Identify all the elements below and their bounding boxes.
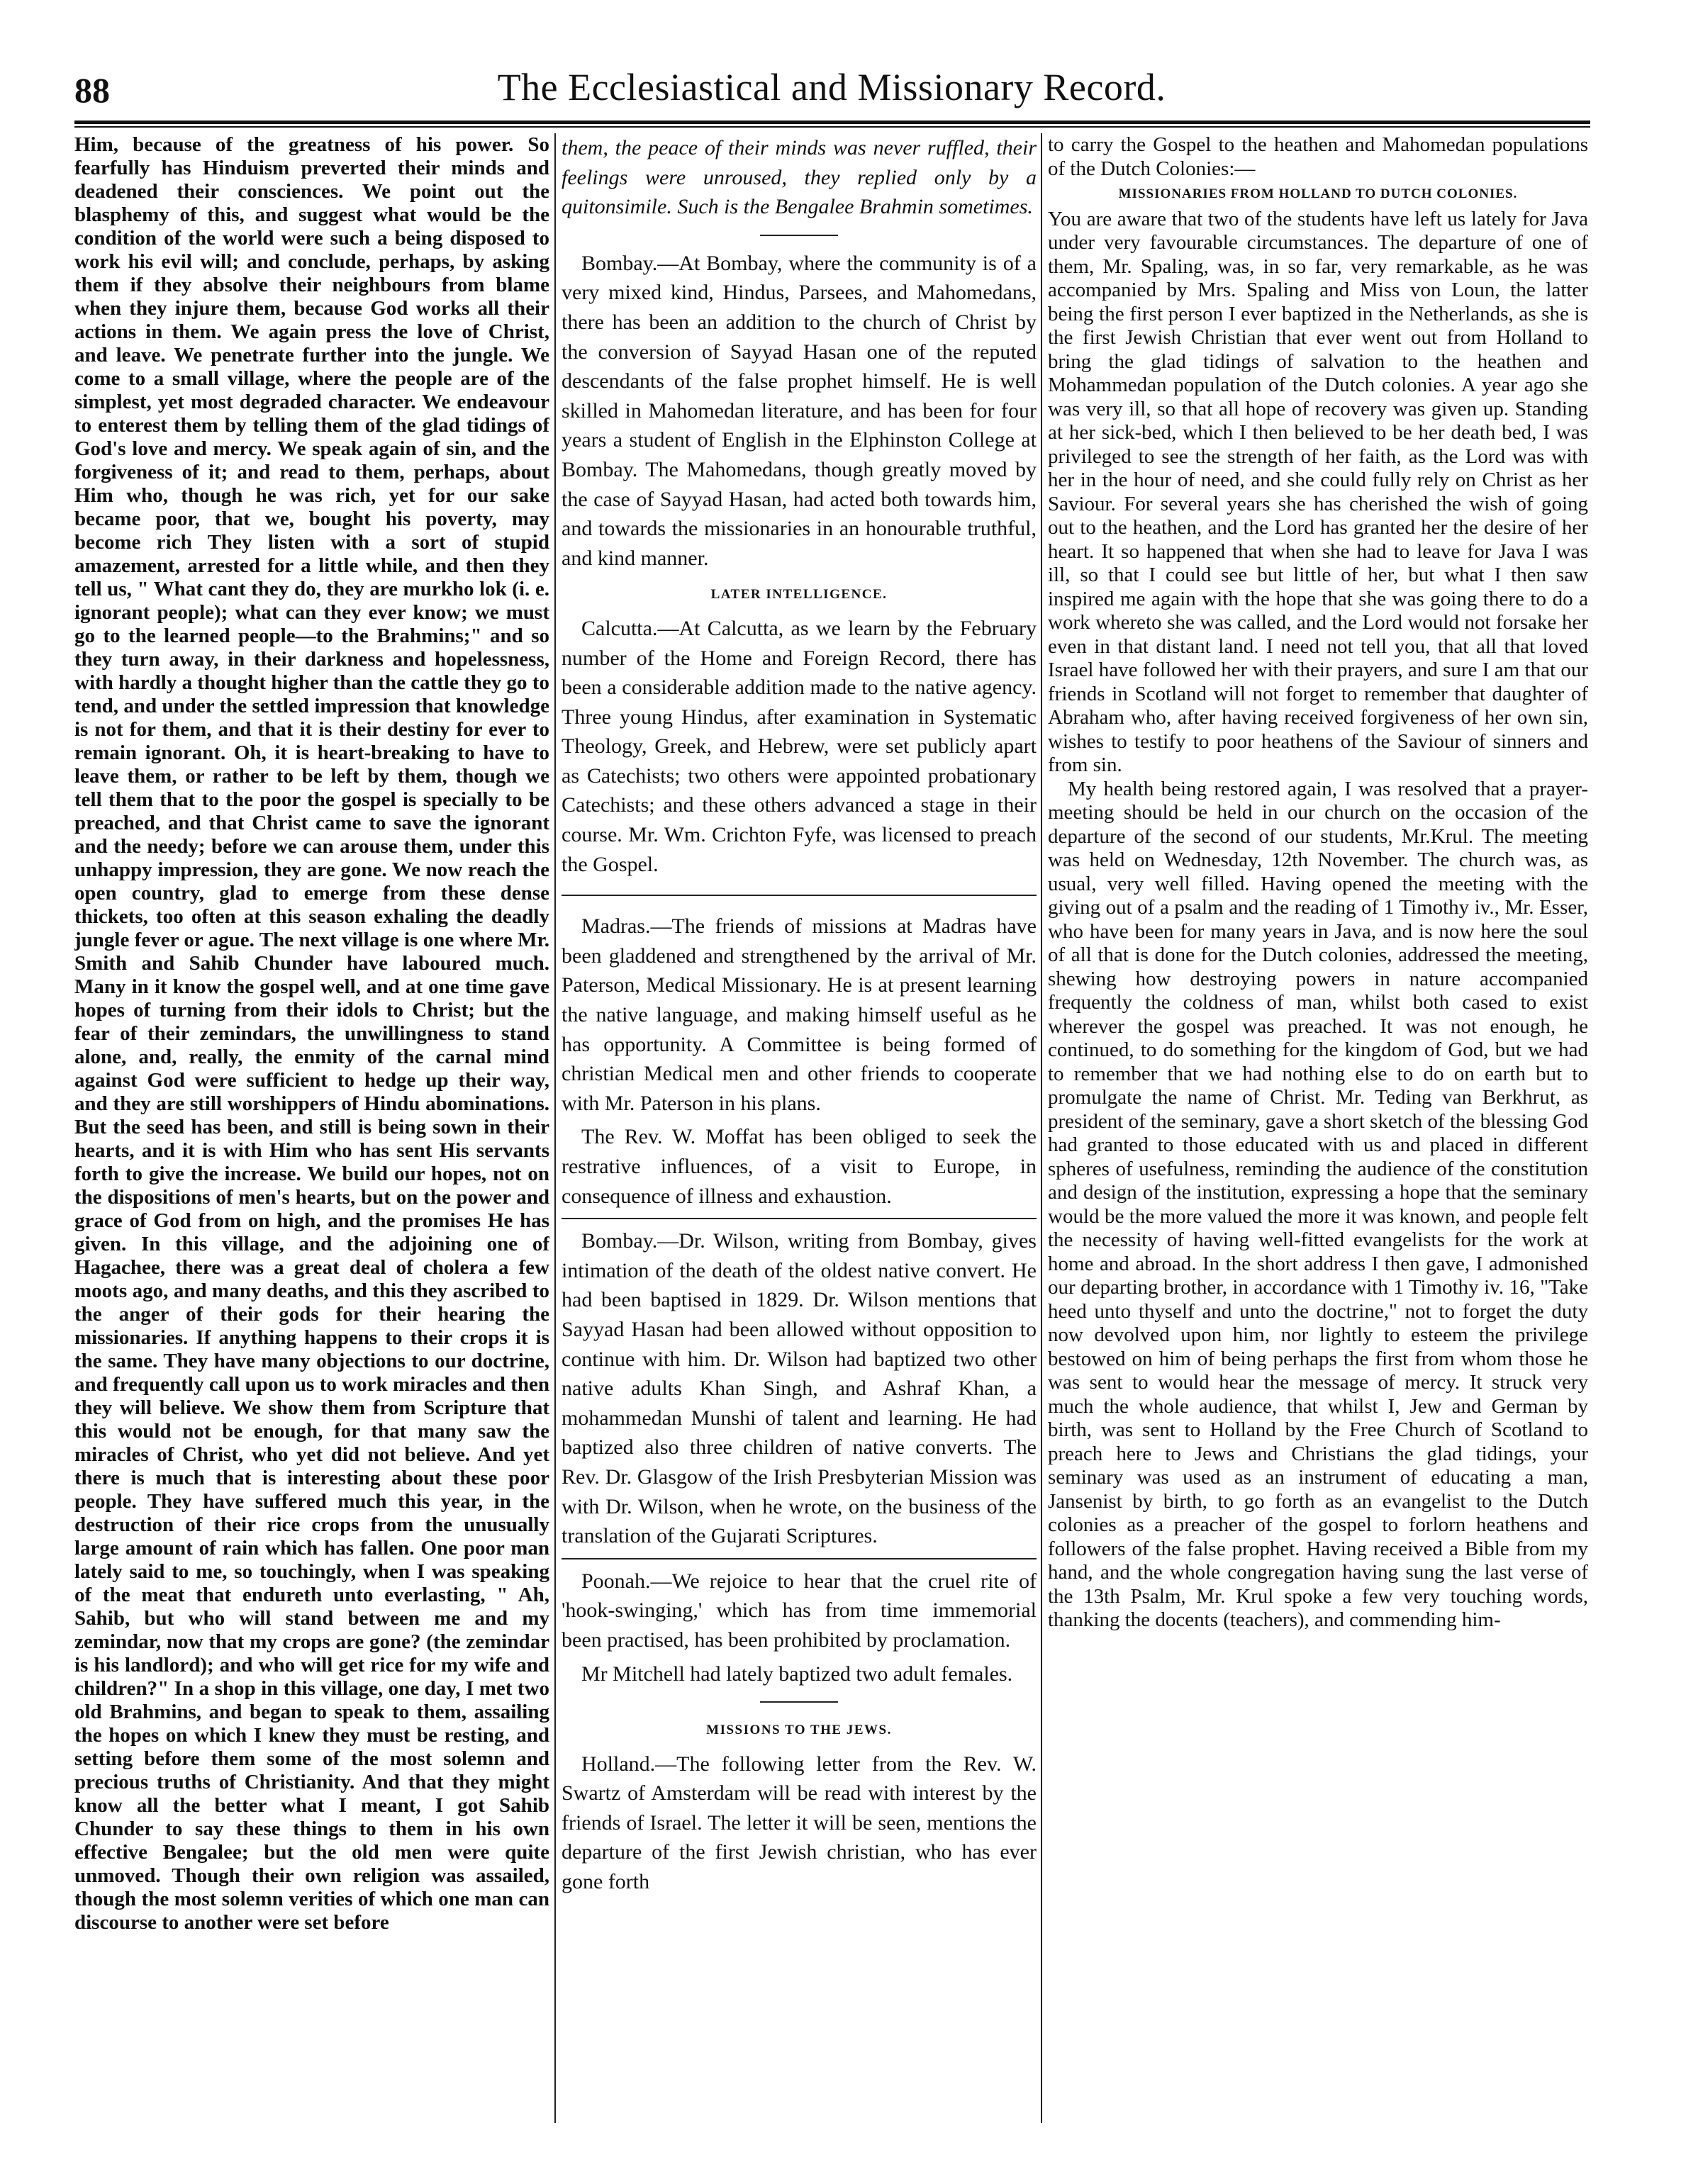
bombay-wilson-paragraph: Bombay.—Dr. Wilson, writing from Bombay, gives intimation of the death of the oldest native convert. He had been baptised in 1829. Dr. Wilson mentions that Sayyad Hasan had been allowed without opposition to continue with him. Dr. Wilson had baptized two other native adults Khan Singh, and Ashraf Khan, a mohammedan Munshi of talent and learning. He had baptized also three children of native converts. The Rev. Dr. Glasgow of the Irish Presbyterian Mission was with Dr. Wilson, when he wrote, on the business of the translation of the Gujarati Scriptures.	[562, 1229, 1037, 1548]
column-divider-1	[554, 133, 556, 2123]
bombay-paragraph: Bombay.—At Bombay, where the community is of a very mixed kind, Hindus, Parsees, and Mahomedans, there has been an addition to the church of Christ by the conversion of Sayyad Hasan one of the reputed descendants of the false prophet himself. He is well skilled in Mahomedan literature, and has been for four years a student of English in the Elphinston College at Bombay. The Mahomedans, though greatly moved by the case of Sayyad Hasan, had acted both towards him, and towards the missionaries in an honourable truthful, and kind manner.	[562, 251, 1037, 570]
separator	[562, 1218, 1037, 1219]
madras-paragraph: Madras.—The friends of missions at Madras have been gladdened and strengthened by the arrival of Mr. Paterson, Medical Missionary. He is at present learning the native language, and making himself useful as he has opportunity. A Committee is being formed of christian Medical men and other friends to cooperate with Mr. Paterson in his plans.	[562, 914, 1037, 1115]
column-divider-2	[1041, 133, 1042, 2123]
section-heading: MISSIONARIES FROM HOLLAND TO DUTCH COLONIES.	[1118, 186, 1518, 201]
separator	[760, 1701, 838, 1703]
column-1-text: Him, because of the greatness of his power. So fearfully has Hinduism preverted their minds and deadened their consciences. We point out the blasphemy of this, and suggest what would be the condition of the world were such a being disposed to work his evil will; and conclude, perhaps, by asking them if they absolve their neighbours from blame when they injure them, because God works all their actions in them. We again press the love of Christ, and leave. We penetrate further into the jungle. We come to a small village, where the people are of the simplest, yet most degraded character. We endeavour to enterest them by telling them of the glad tidings of God's love and mercy. We speak again of sin, and the forgiveness of it; and read to them, perhaps, about Him who, though he was rich, yet for our sake became poor, that we, bought his poverty, may become rich They listen with a sort of stupid amazement, arrested for a little while, and then they tell us, " What cant they do, they are murkho lok (i. e. ignorant people); what can they ever know; we must go to the learned people—to the Brahmins;" and so they turn away, in their darkness and hopelessness, with hardly a thought higher than the cattle they go to tend, and under the settled impression that knowledge is not for them, and that it is their destiny for ever to remain ignorant. Oh, it is heart-breaking to have to leave them, or rather to be left by them, though we tell them that to the poor the gospel is specially to be preached, and that Christ came to save the ignorant and the needy; before we can arouse them, under this unhappy impression, they are gone. We now reach the open country, glad to emerge from these dense thickets, too often at this season exhaling the deadly jungle fever or ague. The next village is one where Mr. Smith and Sahib Chunder have laboured much. Many in it know the gospel well, and at one time gave hopes of turning from their idols to Christ; but the fear of their zemindars, the unwillingness to stand alone, and, really, the enmity of the carnal mind against God were sufficient to hedge up their way, and they are still worshippers of Hindu abominations. But the seed has been, and still is being sown in their hearts, and it is with Him who has sent His servants forth to give the increase. We build our hopes, not on the dispositions of men's hearts, but on the power and grace of God from on high, and the promises He has given. In this village, and the adjoining one of Hagachee, there was a great deal of cholera a few moots ago, and many deaths, and this they ascribed to the anger of their gods for their hearing the missionaries. If anything happens to their crops it is the same. They have many objections to our doctrine, and frequently call upon us to work miracles and then they will believe. We show them from Scripture that this would not be enough, for that many saw the miracles of Christ, who yet did not believe. And yet there is much that is interesting about these poor people. They have suffered much this year, in the destruction of their rice crops from the unusually large amount of rain which has fallen. One poor man lately said to me, so touchingly, when I was speaking of the meat that endureth unto everlasting, " Ah, Sahib, but who will stand between me and my zemindar, now that my crops are gone? (the zemindar is his landlord); and who will get rice for my wife and children?" In a shop in this village, one day, I met two old Brahmins, and began to speak to them, assailing the hopes on which I knew they must be resting, and setting before them some of the most solemn and precious truths of Christianity. And that they might know all the better what I meant, I got Sahib Chunder to say these things to them in his own effective Bengalee; but the old men were quite unmoved. Though their own religion was assailed, though the most solemn verities of which one man can discourse to another were set before	[74, 133, 549, 1934]
page-header	[74, 65, 1589, 115]
continued-paragraph: them, the peace of their minds was never ruffled, their feelings were unroused, they replied only by a quitonsimile. Such is the Bengalee Brahmin sometimes.	[562, 136, 1037, 219]
letter-paragraph: My health being restored again, I was resolved that a prayer-meeting should be held in our church on the occasion of the departure of the second of our students, Mr.Krul. The meeting was held on Wednesday, 12th November. The church was, as usual, very well filled. Having opened the meeting with the giving out of a psalm and the reading of 1 Timothy iv., Mr. Esser, who have been for many years in Java, and is now here the soul of all that is done for the Dutch colonies, addressed the meeting, shewing how destroying powers in nature accompanied frequently the coldness of man, whilst both cased to exist wherever the gospel was preached. It was not enough, he continued, to do something for the kingdom of God, but we had to remember that we had nothing else to do on earth but to promulgate the name of Christ. Mr. Teding van Berkhrut, as president of the seminary, gave a short sketch of the blessing God had granted to those educated with us and placed in different spheres of usefulness, reminding the audience of the constitution and design of the institution, expressing a hope that the seminary would be the more valued the more it was known, and people felt the necessity of having well-fitted evangelists for the work at home and abroad. In the short address I then gave, I admonished our departing brother, in accordance with 1 Timothy iv. 16, "Take heed unto thyself and unto the doctrine," not to forget the duty now devolved upon him, nor lightly to esteem the privilege bestowed on him of being perhaps the first from whom those he was sent to would hear the message of mercy. It struck very much the whole audience, that whilst I, Jew and German by birth, was sent to Holland by the Free Church of Scotland to preach here to Jews and Christians the glad tidings, your seminary was used as an instrument of educating a man, Jansenist by birth, to go forth as an evangelist to the Dutch colonies as a preacher of the gospel to forlorn heathens and followers of the false prophet. Having received a Bible from my hand, and the whole congregation having sung the last verse of the 13th Psalm, Mr. Krul spoke a few very touching words, thanking the docents (teachers), and commending him-	[1048, 777, 1588, 1631]
page-title: The Ecclesiastical and Missionary Record.	[497, 66, 1166, 108]
missions-to-jews-heading: MISSIONS TO THE JEWS.	[706, 1723, 892, 1738]
column-2	[562, 133, 1037, 2123]
separator	[562, 895, 1037, 896]
calcutta-paragraph: Calcutta.—At Calcutta, as we learn by the February number of the Home and Foreign Record, there has been a considerable addition made to the native agency. Three young Hindus, after examination in Systematic Theology, Greek, and Hebrew, were set publicly apart as Catechists; two others were appointed probationary Catechists; and these others advanced a stage in their course. Mr. Wm. Crichton Fyfe, was licensed to preach the Gospel.	[562, 616, 1037, 876]
poonah-paragraph: Poonah.—We rejoice to hear that the cruel rite of 'hook-swinging,' which has from time immemorial been practised, has been prohibited by proclamation.	[562, 1569, 1037, 1652]
column-3	[1048, 133, 1588, 2123]
header-rule	[74, 121, 1590, 124]
mitchell-paragraph: Mr Mitchell had lately baptized two adult females.	[581, 1662, 1013, 1686]
header-rule-thin	[74, 126, 1590, 128]
continued-paragraph: to carry the Gospel to the heathen and Mahomedan populations of the Dutch Colonies:—	[1048, 133, 1588, 180]
later-intelligence-heading: LATER INTELLIGENCE.	[710, 587, 888, 603]
separator	[562, 1558, 1037, 1559]
moffat-paragraph: The Rev. W. Moffat has been obliged to seek the restrative influences, of a visit to Europe, in consequence of illness and exhaustion.	[562, 1125, 1037, 1208]
letter-paragraph: You are aware that two of the students have left us lately for Java under very favourable circumstances. The departure of one of them, Mr. Spaling, was, in so far, very remarkable, as he was accompanied by Mrs. Spaling and Miss von Loun, the latter being the first person I ever baptized in the Netherlands, as she is the first Jewish Christian that ever went out from Holland to bring the glad tidings of salvation to the heathen and Mohammedan population of the Dutch colonies. A year ago she was very ill, so that all hope of recovery was given up. Standing at her sick-bed, which I then believed to be her death bed, I was privileged to see the strength of her faith, as the Lord was with her in the hour of need, and she could fully rely on Christ as her Saviour. For several years she has cherished the wish of going out to the heathen, and the Lord has granted her the desire of her heart. It so happened that when she had to leave for Java I was ill, so that I could see but little of her, but what I then saw inspired me again with the hope that she was going there to do a work whereto she was called, and the Lord would not forsake her even in that distant land. I need not tell you, that all that loved Israel have followed her with their prayers, and sure I am that our friends in Scotland will not forget to remember that daughter of Abraham who, after having received forgiveness of her own sin, wishes to testify to poor heathens of the Saviour of sinners and from sin.	[1048, 207, 1588, 776]
column-1	[74, 133, 549, 2123]
separator	[760, 235, 838, 236]
page-number: 88	[74, 70, 110, 110]
holland-paragraph: Holland.—The following letter from the Rev. W. Swartz of Amsterdam will be read with interest by the friends of Israel. The letter it will be seen, mentions the departure of the first Jewish christian, who has ever gone forth	[562, 1752, 1037, 1894]
